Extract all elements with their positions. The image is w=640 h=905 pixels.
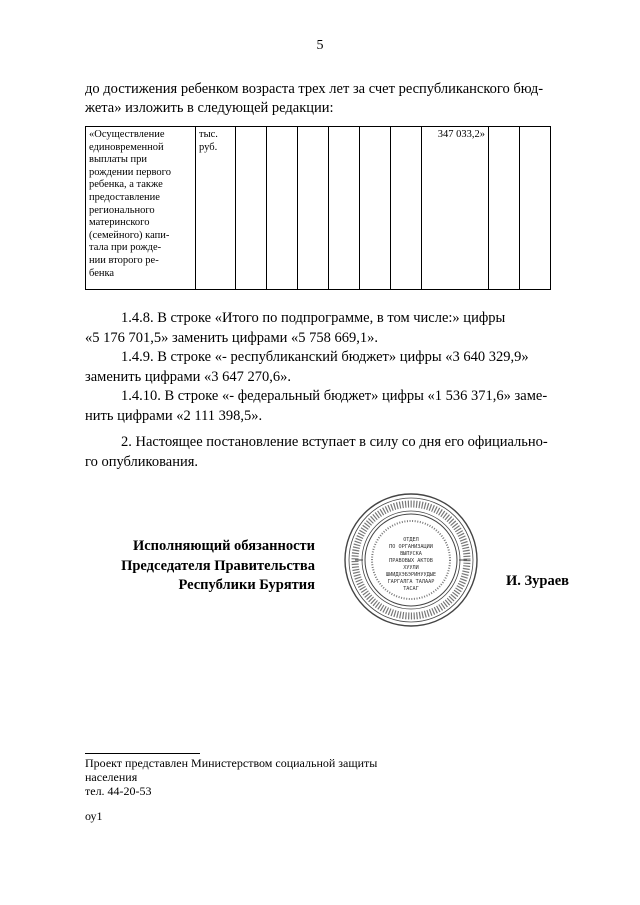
seal-text: ХУУЛИ [403,565,419,571]
unit-line: тыс. [199,129,218,140]
signatory-title [85,537,315,596]
seal-text: ОТДЕЛ [403,537,419,543]
item-line: заменить цифрами «3 647 270,6». [85,368,292,385]
seal-text: ПО ОРГАНИЗАЦИИ [389,544,433,550]
signatory-name: И. Зураев [506,573,570,589]
footer-line: населения [85,770,138,784]
table-cell-empty [391,127,422,290]
description-line: (семейного) капи- [89,229,170,241]
seal-text: ТАСАГ [403,586,419,592]
section-line: го опубликования. [85,453,199,470]
item-line: нить цифрами «2 111 398,5». [85,407,263,424]
intro-line: жета» изложить в следующей редакции: [85,100,334,116]
table-cell-empty [236,127,267,290]
seal-text: ГАРГАЛГА ТАЛААР [387,579,435,585]
item-1-4-10 [85,387,573,426]
description-line: единовременной [89,141,164,153]
page-number: 5 [316,38,324,53]
title-line: Исполняющий обязанности [132,538,315,554]
table-cell-empty [489,127,520,290]
seal-text: ШИИДХЭБЭРИНУУДЫЕ [386,572,436,578]
item-line: «5 176 701,5» заменить цифрами «5 758 669,1». [85,329,379,346]
section-2 [85,433,573,472]
item-1-4-9 [85,348,573,387]
intro-line: до достижения ребенком возраста трех лет за счет республиканского бюд- [85,81,544,97]
seal-text: ВЫПУСКА [400,551,422,557]
footer-line: Проект представлен Министерством социальной защиты [85,756,378,770]
table-row [86,127,551,290]
table-cell-empty [267,127,298,290]
amendment-table [85,126,551,290]
unit-line: руб. [199,141,218,153]
item-line: 1.4.8. В строке «Итого по подпрограмме, в том числе:» цифры [121,310,506,326]
description-line: нии второго ре- [89,254,159,266]
description-line: ребенка, а также [89,179,163,191]
official-seal-stamp [341,490,481,630]
item-1-4-8 [85,309,573,348]
table-cell-empty [520,127,551,290]
description-line: материнского [89,217,150,229]
table-cell-empty [360,127,391,290]
item-line: 1.4.9. В строке «- республиканский бюджет» цифры «3 640 329,9» [121,349,529,365]
table-cell-empty [298,127,329,290]
footer-note [85,756,425,798]
description-line: предоставление [89,191,160,203]
section-line: 2. Настоящее постановление вступает в силу со дня его официально- [121,434,548,450]
description-line: рождении первого [89,166,171,178]
footer-divider [85,753,200,754]
item-line: 1.4.10. В строке «- федеральный бюджет» цифры «1 536 371,6» заме- [121,388,548,404]
footer-line: тел. 44-20-53 [85,784,152,798]
description-line: регионального [89,204,155,216]
table-cell-unit [196,127,236,290]
description-line: выплаты при [89,154,148,166]
document-mark: оу1 [85,809,103,823]
intro-paragraph [85,80,573,118]
seal-text: ПРАВОВЫХ АКТОВ [389,558,433,564]
title-line: Председателя Правительства [121,557,315,574]
title-line: Республики Бурятия [178,577,315,593]
description-line: бенка [89,267,115,279]
table-cell-empty [329,127,360,290]
table-cell-description [86,127,196,290]
description-line: тала при рожде- [89,242,162,254]
description-line: «Осуществление [89,129,165,140]
table-cell-value: 347 033,2» [422,127,489,290]
